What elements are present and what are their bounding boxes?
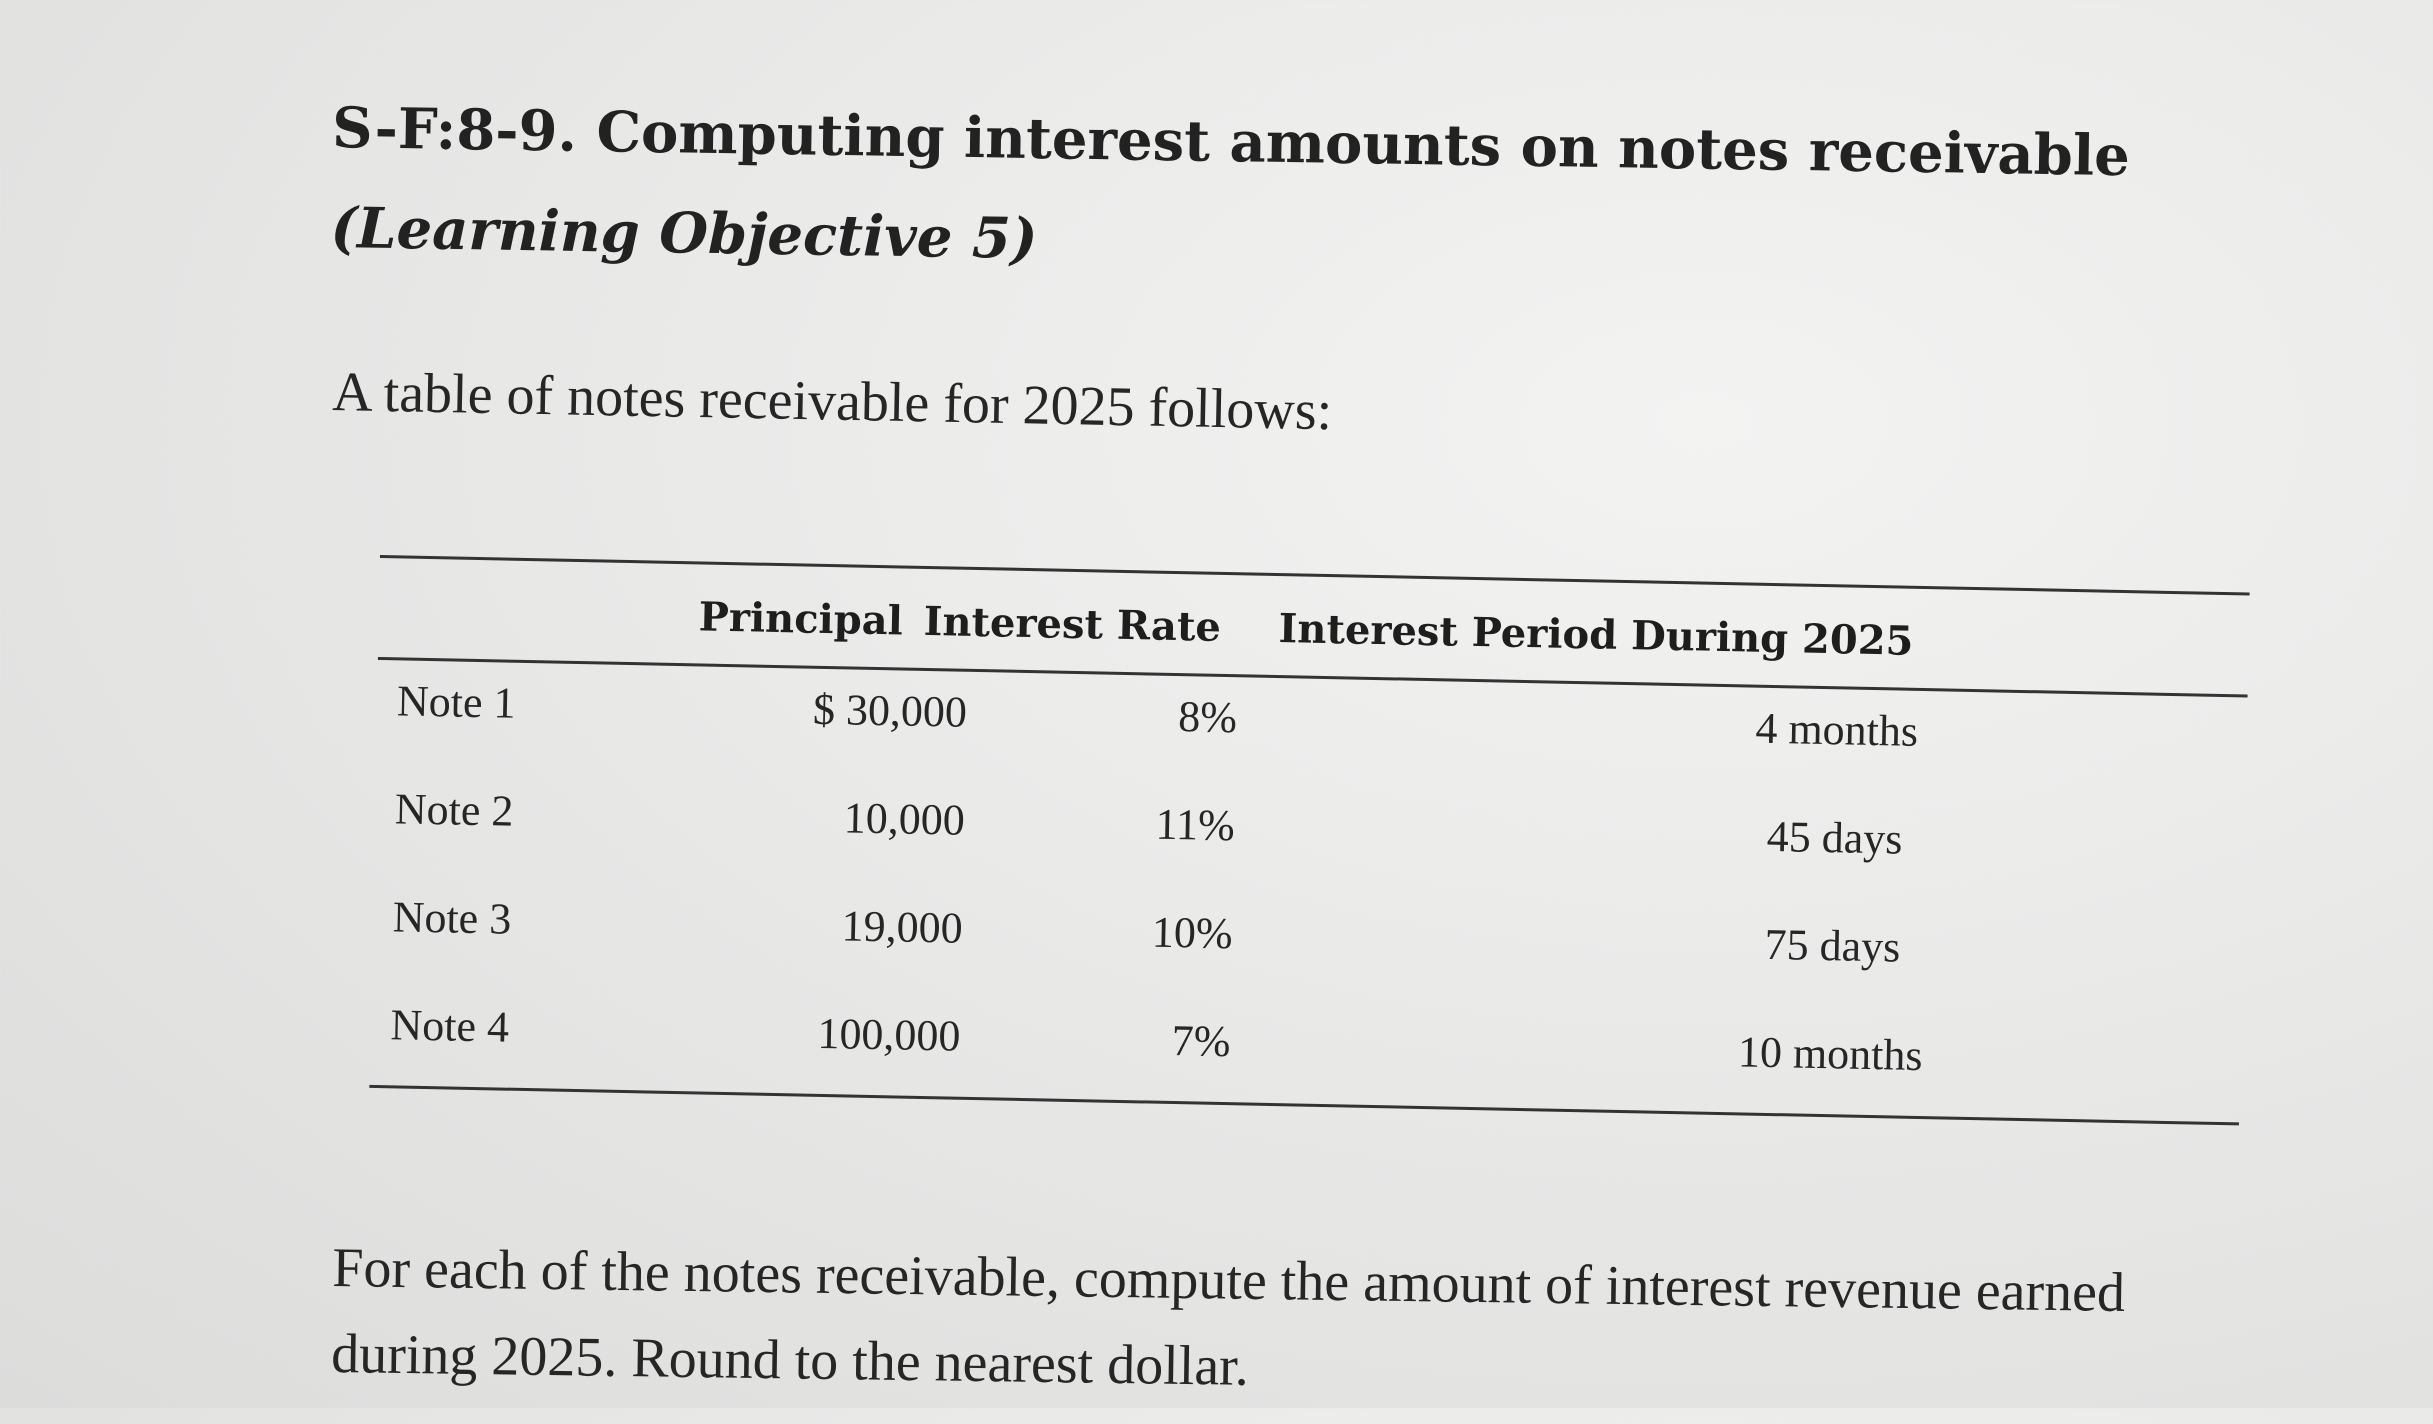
row-interest-period: 45 days [1766,811,1903,864]
row-note-label: Note 1 [396,676,517,728]
header-interest-rate: Interest Rate [923,597,1222,651]
row-note-label: Note 2 [394,784,514,836]
notes-receivable-table [368,555,2260,1193]
table-header-rule [378,657,2248,698]
row-interest-period: 4 months [1755,703,1919,756]
exercise-title: S-F:8-9. Computing interest amounts on notes receivable [331,94,2131,190]
row-interest-rate: 8% [1177,692,1238,743]
intro-text: A table of notes receivable for 2025 follows: [331,360,1333,443]
row-interest-rate: 7% [1171,1015,1231,1067]
row-principal: $ 30,000 [812,684,968,737]
row-note-label: Note 3 [392,892,512,944]
row-interest-period: 75 days [1764,919,1901,972]
header-principal: Principal [698,593,904,645]
row-interest-rate: 10% [1151,907,1234,959]
instructions-text: For each of the notes receivable, compute the amount of interest revenue earned during 2025. Round to the nearest dollar. [330,1236,2126,1398]
row-principal: 19,000 [841,901,964,953]
row-interest-rate: 11% [1155,799,1236,851]
table-top-rule [380,555,2250,596]
exercise-heading [330,78,2333,309]
row-principal: 100,000 [816,1008,961,1061]
row-note-label: Note 4 [390,1000,510,1052]
header-interest-period: Interest Period During 2025 [1278,605,1914,665]
learning-objective: (Learning Objective 5) [330,194,1038,273]
table-bottom-rule [369,1085,2239,1126]
row-principal: 10,000 [843,793,966,845]
row-interest-period: 10 months [1737,1027,1924,1081]
